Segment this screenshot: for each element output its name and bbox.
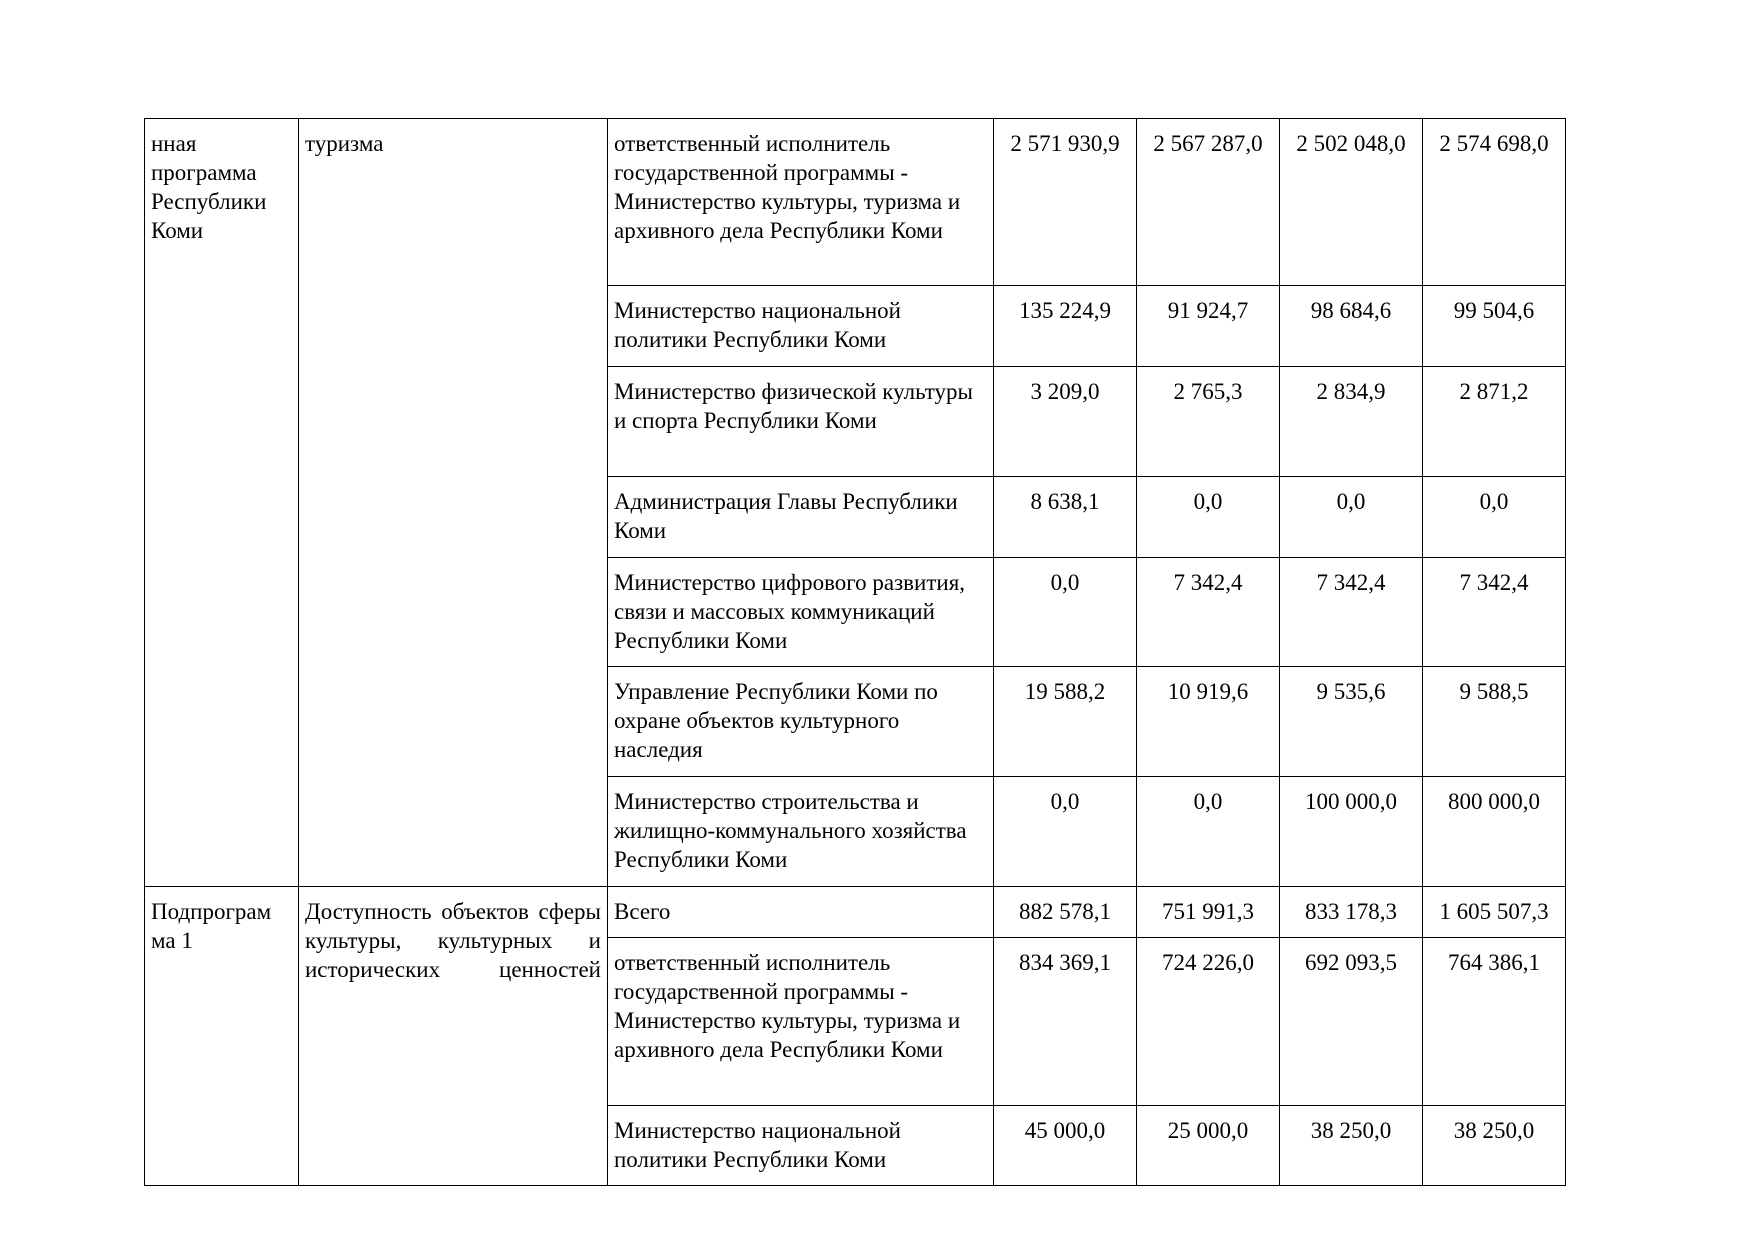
value-cell: 45 000,0: [994, 1106, 1137, 1186]
value-cell: 98 684,6: [1280, 286, 1423, 367]
value-cell: 91 924,7: [1137, 286, 1280, 367]
value-cell: 2 502 048,0: [1280, 119, 1423, 286]
program-label: Подпрограм ма 1: [151, 899, 272, 953]
value-cell: 38 250,0: [1423, 1106, 1566, 1186]
funding-table: [144, 118, 1566, 1186]
value-cell: 135 224,9: [994, 286, 1137, 367]
value-cell: 2 834,9: [1280, 367, 1423, 477]
value-cell: 724 226,0: [1137, 938, 1280, 1106]
value-cell: 7 342,4: [1280, 558, 1423, 667]
executor-cell: Министерство строительства и жилищно-коммунального хозяйства Республики Коми: [608, 777, 994, 887]
executor-cell: Всего: [608, 887, 994, 938]
document-page: [144, 118, 1566, 1186]
value-cell: 2 871,2: [1423, 367, 1566, 477]
value-cell: 3 209,0: [994, 367, 1137, 477]
program-name-cell: [299, 119, 608, 887]
executor-cell: Министерство физической культуры и спорта Республики Коми: [608, 367, 994, 477]
value-cell: 2 765,3: [1137, 367, 1280, 477]
value-cell: 751 991,3: [1137, 887, 1280, 938]
value-cell: 0,0: [1280, 477, 1423, 558]
program-label: нная программа Республики Коми: [151, 131, 267, 243]
value-cell: 0,0: [1423, 477, 1566, 558]
value-cell: 10 919,6: [1137, 667, 1280, 777]
value-cell: 7 342,4: [1423, 558, 1566, 667]
value-cell: 1 605 507,3: [1423, 887, 1566, 938]
executor-cell: Министерство цифрового развития, связи и массовых коммуникаций Республики Коми: [608, 558, 994, 667]
value-cell: 9 588,5: [1423, 667, 1566, 777]
program-label-cell: [145, 119, 299, 887]
executor-cell: ответственный исполнитель государственной программы - Министерство культуры, туризма и архивного дела Республики Коми: [608, 119, 994, 286]
value-cell: 0,0: [1137, 477, 1280, 558]
executor-cell: Министерство национальной политики Республики Коми: [608, 286, 994, 367]
executor-cell: ответственный исполнитель государственной программы - Министерство культуры, туризма и архивного дела Республики Коми: [608, 938, 994, 1106]
executor-cell: Администрация Главы Республики Коми: [608, 477, 994, 558]
value-cell: 99 504,6: [1423, 286, 1566, 367]
value-cell: 834 369,1: [994, 938, 1137, 1106]
value-cell: 0,0: [994, 777, 1137, 887]
value-cell: 25 000,0: [1137, 1106, 1280, 1186]
program-name: Доступность объектов сферы культуры, культурных и исторических ценностей: [305, 899, 601, 982]
value-cell: 692 093,5: [1280, 938, 1423, 1106]
executor-cell: Управление Республики Коми по охране объектов культурного наследия: [608, 667, 994, 777]
value-cell: 0,0: [994, 558, 1137, 667]
table-row: [145, 887, 1566, 938]
value-cell: 833 178,3: [1280, 887, 1423, 938]
value-cell: 9 535,6: [1280, 667, 1423, 777]
program-name: туризма: [305, 131, 384, 156]
table-row: [145, 119, 1566, 286]
value-cell: 38 250,0: [1280, 1106, 1423, 1186]
value-cell: 0,0: [1137, 777, 1280, 887]
value-cell: 764 386,1: [1423, 938, 1566, 1106]
value-cell: 2 567 287,0: [1137, 119, 1280, 286]
value-cell: 7 342,4: [1137, 558, 1280, 667]
value-cell: 19 588,2: [994, 667, 1137, 777]
executor-cell: Министерство национальной политики Республики Коми: [608, 1106, 994, 1186]
value-cell: 8 638,1: [994, 477, 1137, 558]
value-cell: 2 574 698,0: [1423, 119, 1566, 286]
value-cell: 2 571 930,9: [994, 119, 1137, 286]
value-cell: 800 000,0: [1423, 777, 1566, 887]
value-cell: 100 000,0: [1280, 777, 1423, 887]
program-name-cell: [299, 887, 608, 1186]
value-cell: 882 578,1: [994, 887, 1137, 938]
program-label-cell: [145, 887, 299, 1186]
